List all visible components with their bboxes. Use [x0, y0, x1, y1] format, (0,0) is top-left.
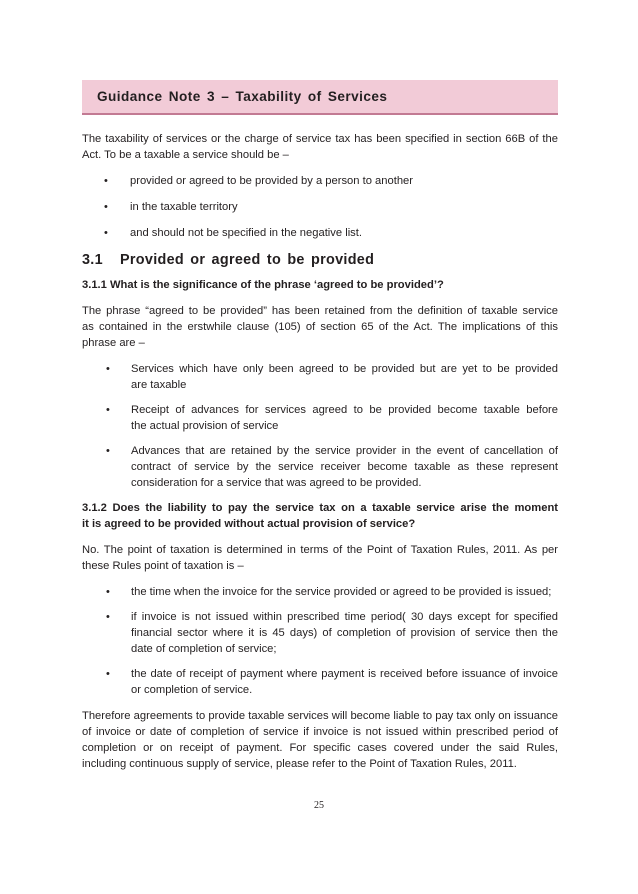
bullet-icon: • — [104, 227, 108, 239]
banner-title: Guidance Note 3 – Taxability of Services — [97, 89, 388, 104]
page-body — [82, 80, 558, 772]
bullet-icon: • — [106, 404, 110, 416]
bullet-icon: • — [106, 445, 110, 457]
bullet-icon: • — [104, 201, 108, 213]
list-item: • the date of receipt of payment where payment is received before issuance of invoice or completion of service. — [106, 668, 558, 696]
section-title: Provided or agreed to be provided — [120, 252, 375, 268]
section-number: 3.1 — [82, 252, 103, 268]
section-heading — [82, 251, 558, 269]
bullet-list-3-1-2 — [82, 584, 558, 698]
bullet-icon: • — [104, 175, 108, 187]
guidance-note-banner — [82, 80, 558, 115]
list-item: • provided or agreed to be provided by a person to another — [104, 175, 413, 187]
bullet-icon: • — [106, 611, 110, 623]
question-heading-3-1-1: 3.1.1 What is the significance of the phrase ‘agreed to be provided’? — [82, 279, 444, 291]
bullet-icon: • — [106, 363, 110, 375]
list-item: • if invoice is not issued within prescribed time period( 30 days except for specified financial sector where it is 45 days) of completion of provision of service then the date of completion of service; — [106, 611, 558, 655]
paragraph-3-1-1: The phrase “agreed to be provided” has been retained from the definition of taxable service as contained in the erstwhile clause (105) of section 65 of the Act. The implications of this phrase are – — [82, 305, 558, 349]
bullet-list-3-1-1 — [82, 361, 558, 491]
list-item: • and should not be specified in the negative list. — [104, 227, 362, 239]
page-number: 25 — [314, 800, 324, 811]
list-item: • in the taxable territory — [104, 201, 238, 213]
bullet-icon: • — [106, 668, 110, 680]
list-item: • Receipt of advances for services agreed to be provided become taxable before the actual provision of service — [106, 404, 558, 432]
closing-paragraph: Therefore agreements to provide taxable services will become liable to pay tax only on issuance of invoice or date of completion of service if invoice is not issued within prescribed period of completion or on receipt of payment. For specific cases covered under the said Rules, including continuous supply of service, please refer to the Point of Taxation Rules, 2011. — [82, 710, 558, 770]
intro-paragraph: The taxability of services or the charge of service tax has been specified in section 66B of the Act. To be a taxable a service should be – — [82, 133, 558, 161]
bullet-icon: • — [106, 586, 110, 598]
list-item: • Services which have only been agreed to be provided but are yet to be provided are taxable — [106, 363, 558, 391]
intro-bullet-list — [82, 173, 558, 241]
list-item: • the time when the invoice for the service provided or agreed to be provided is issued; — [106, 586, 552, 598]
paragraph-3-1-2: No. The point of taxation is determined in terms of the Point of Taxation Rules, 2011. As per these Rules point of taxation is – — [82, 544, 558, 572]
question-heading-3-1-2: 3.1.2 Does the liability to pay the service tax on a taxable service arise the moment it is agreed to be provided without actual provision of service? — [82, 502, 558, 530]
list-item: • Advances that are retained by the service provider in the event of cancellation of contract of service by the service receiver become taxable as these represent consideration for a service that was agreed to be provided. — [106, 445, 558, 489]
